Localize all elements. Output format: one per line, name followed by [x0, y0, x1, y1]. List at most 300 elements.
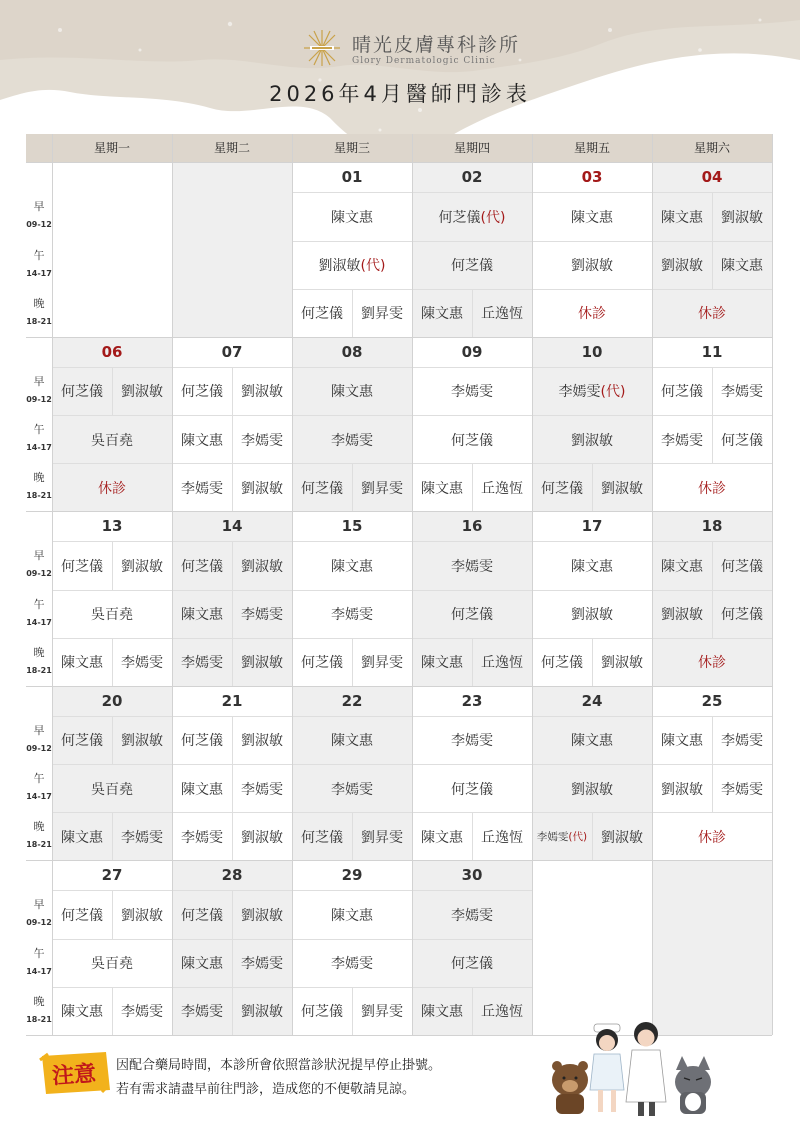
- session-time: 09-12: [26, 394, 52, 404]
- bear-icon: [552, 1061, 588, 1114]
- session-slot: [52, 415, 172, 463]
- day-number: 23: [461, 691, 483, 710]
- doctor-name: 劉淑敏: [241, 558, 283, 575]
- doctor-name: 李嫣雯: [721, 384, 763, 401]
- doctor-name: 劉淑敏: [571, 432, 613, 449]
- session-label: [26, 192, 52, 241]
- doctor-name: 李嫣雯 (代): [536, 831, 588, 843]
- doctor-name: 何芝儀: [451, 781, 493, 798]
- closed-label: 休診: [698, 829, 726, 846]
- session-slot: [172, 987, 292, 1035]
- weekday-label: 星期五: [573, 141, 610, 155]
- session-slot: [652, 716, 772, 765]
- slot-divider: [232, 639, 233, 686]
- session-slot: [172, 590, 292, 638]
- session-slot: [52, 541, 172, 590]
- doctor-name: 何芝儀: [181, 733, 223, 750]
- closed-label: 休診: [698, 306, 726, 322]
- slot-divider: [352, 988, 353, 1035]
- doctor-name: 丘逸恆: [481, 655, 523, 671]
- slot-divider: [352, 290, 353, 337]
- session-slot: [172, 415, 292, 463]
- grid-line: [532, 134, 533, 1035]
- day-number: 07: [221, 342, 243, 361]
- session-name: 晚: [33, 471, 45, 484]
- grid-line: [26, 162, 772, 163]
- session-name: 晚: [33, 645, 45, 659]
- session-time: 14-17: [26, 443, 52, 452]
- session-slot: [652, 541, 772, 590]
- doctor-name: 劉淑敏: [241, 1004, 283, 1020]
- empty-day-cell: [532, 860, 652, 1035]
- session-slot: [52, 939, 172, 987]
- session-slot: [532, 764, 652, 812]
- empty-day-cell: [652, 860, 772, 1035]
- doctor-name: 劉淑敏: [661, 607, 703, 623]
- day-number: 27: [101, 866, 123, 884]
- doctor-name: 何芝儀: [301, 655, 343, 671]
- session-slot: [652, 463, 772, 511]
- session-slot: [292, 415, 412, 463]
- day-cell: [532, 337, 652, 512]
- session-slot: [172, 463, 292, 511]
- session-time: 09-12: [26, 220, 52, 229]
- day-number: 09: [461, 342, 483, 361]
- doctor-name: 何芝儀: [721, 607, 763, 623]
- slot-divider: [472, 813, 473, 860]
- doctor-name: 何芝儀: [181, 907, 223, 924]
- doctor-name: 劉昇雯: [361, 306, 403, 322]
- doctor-name: 劉淑敏: [121, 384, 163, 401]
- session-slot: [652, 289, 772, 337]
- day-number: 30: [461, 866, 483, 884]
- session-slot: [52, 812, 172, 860]
- day-cell: [292, 860, 412, 1035]
- session-slot: [652, 590, 772, 638]
- doctor-name: 陳文惠: [331, 733, 373, 750]
- day-cell: [532, 686, 652, 861]
- doctor-name: 何芝儀: [301, 829, 343, 846]
- session-slot: [412, 367, 532, 416]
- doctor-icon: [626, 1022, 666, 1116]
- session-slot: [412, 812, 532, 860]
- slot-divider: [112, 813, 113, 860]
- day-cell: [52, 860, 172, 1035]
- session-slot: [412, 764, 532, 812]
- doctor-name: 李嫣雯: [241, 432, 283, 449]
- day-number: 13: [101, 517, 123, 535]
- session-time: 18-21: [26, 665, 52, 675]
- session-slot: [52, 764, 172, 812]
- grid-line: [52, 134, 53, 1035]
- day-cell: [652, 511, 772, 686]
- day-number: 25: [701, 691, 723, 710]
- doctor-name: 劉淑敏: [571, 258, 613, 274]
- doctor-name: 何芝儀: [61, 733, 103, 750]
- weekday-label: 星期二: [213, 141, 250, 155]
- doctor-name: 李嫣雯: [661, 432, 703, 449]
- session-slot: [412, 890, 532, 939]
- day-number: 01: [341, 168, 363, 186]
- doctor-name: 陳文惠: [61, 1004, 103, 1020]
- doctor-name: 陳文惠: [571, 558, 613, 575]
- doctor-name: 李嫣雯: [121, 829, 163, 846]
- day-cell: [172, 686, 292, 861]
- grid-line: [652, 134, 653, 1035]
- notice-badge-text: 注意: [51, 1061, 97, 1090]
- session-time: 14-17: [26, 617, 52, 627]
- slot-divider: [232, 368, 233, 416]
- doctor-name: 陳文惠: [421, 829, 463, 846]
- doctor-name: 劉昇雯: [361, 480, 403, 497]
- session-slot: [412, 289, 532, 337]
- day-cell: [412, 162, 532, 337]
- session-label: [26, 764, 52, 812]
- doctor-name: 劉昇雯: [361, 1004, 403, 1020]
- grid-line: [26, 511, 772, 512]
- doctor-name: 丘逸恆: [481, 1004, 523, 1020]
- notice: [36, 1050, 536, 1110]
- doctor-name: 劉淑敏 (代): [292, 242, 412, 289]
- slot-divider: [472, 464, 473, 511]
- session-slot: [412, 987, 532, 1035]
- doctor-name: 陳文惠: [661, 733, 703, 750]
- closed-label: 休診: [698, 480, 726, 497]
- doctor-name: 劉昇雯: [361, 829, 403, 846]
- schedule-table: [26, 134, 772, 1040]
- empty-day-cell: [172, 162, 292, 337]
- slot-divider: [232, 591, 233, 638]
- notice-line-1: 因配合藥局時間，本診所會依照當診狀況提早停止掛號。: [116, 1058, 442, 1073]
- doctor-name: 何芝儀: [721, 432, 763, 449]
- day-cell: [532, 511, 652, 686]
- session-name: 早: [33, 898, 45, 911]
- session-time: 09-12: [26, 569, 52, 578]
- doctor-name: 劉淑敏: [121, 733, 163, 750]
- doctor-name: 劉淑敏: [571, 781, 613, 798]
- day-cell: [652, 686, 772, 861]
- session-slot: [172, 367, 292, 416]
- session-slot: [52, 463, 172, 511]
- day-cell: [292, 511, 412, 686]
- empty-day-cell: [52, 162, 172, 337]
- doctor-name: 劉淑敏: [601, 480, 643, 497]
- session-name: 午: [33, 248, 45, 262]
- session-slot: [172, 939, 292, 987]
- day-cell: [52, 511, 172, 686]
- day-number: 22: [341, 691, 363, 710]
- session-name: 早: [33, 200, 45, 213]
- day-number: 28: [221, 866, 243, 884]
- weekday-label: 星期三: [333, 141, 370, 155]
- session-slot: [292, 716, 412, 765]
- session-slot: [172, 890, 292, 939]
- session-label: [26, 812, 52, 860]
- session-slot: [292, 541, 412, 590]
- day-cell: [172, 337, 292, 512]
- doctor-name: 陳文惠: [721, 258, 763, 274]
- day-cell: [412, 337, 532, 512]
- slot-divider: [112, 891, 113, 939]
- doctor-name: 李嫣雯: [241, 956, 283, 972]
- session-name: 午: [33, 946, 45, 960]
- day-number: 14: [221, 517, 243, 535]
- doctor-name: 李嫣雯: [451, 733, 493, 750]
- nurse-icon: [590, 1024, 624, 1112]
- session-name: 晚: [33, 994, 45, 1008]
- doctor-name: 李嫣雯: [331, 956, 373, 972]
- doctor-name: 劉淑敏: [571, 607, 613, 623]
- weekday-label: 星期六: [693, 141, 730, 155]
- doctor-name: 劉淑敏: [241, 655, 283, 671]
- session-label: [26, 463, 52, 511]
- slot-divider: [592, 813, 593, 860]
- session-slot: [292, 241, 412, 289]
- doctor-name: 劉淑敏: [601, 829, 643, 846]
- day-cell: [292, 686, 412, 861]
- doctor-name: 李嫣雯: [451, 907, 493, 924]
- session-label: [26, 590, 52, 638]
- slot-divider: [472, 988, 473, 1035]
- session-name: 午: [33, 423, 45, 436]
- doctor-name: 李嫣雯: [181, 480, 223, 497]
- session-slot: [652, 192, 772, 241]
- doctor-name: 何芝儀: [61, 384, 103, 401]
- slot-divider: [232, 988, 233, 1035]
- session-slot: [532, 716, 652, 765]
- doctor-name: 陳文惠: [61, 829, 103, 846]
- slot-divider: [712, 368, 713, 416]
- session-name: 晚: [33, 820, 45, 833]
- session-name: 早: [33, 374, 45, 388]
- session-slot: [532, 812, 652, 860]
- doctor-name: 陳文惠: [421, 306, 463, 322]
- session-slot: [652, 367, 772, 416]
- session-name: 午: [33, 597, 45, 611]
- doctor-name: 吳百堯: [91, 781, 133, 798]
- session-label: [26, 987, 52, 1035]
- clinic-name-en: Glory Dermatologic Clinic: [352, 56, 496, 66]
- slot-divider: [232, 891, 233, 939]
- doctor-name: 丘逸恆: [481, 480, 523, 497]
- session-slot: [532, 241, 652, 289]
- doctor-name: 李嫣雯: [451, 384, 493, 401]
- session-time: 18-21: [26, 491, 52, 500]
- session-slot: [52, 638, 172, 686]
- session-time: 18-21: [26, 1014, 52, 1024]
- day-number: 04: [701, 168, 723, 186]
- doctor-name: 陳文惠: [331, 384, 373, 401]
- session-slot: [292, 638, 412, 686]
- doctor-name: 何芝儀: [301, 480, 343, 497]
- mascot-illustration: [548, 1010, 728, 1120]
- clinic-name: 晴光皮膚專科診所: [352, 34, 521, 56]
- day-cell: [292, 162, 412, 337]
- slot-divider: [712, 242, 713, 289]
- doctor-name: 李嫣雯: [181, 829, 223, 846]
- session-time: 14-17: [26, 268, 52, 278]
- slot-divider: [232, 765, 233, 812]
- doctor-name: 何芝儀: [451, 956, 493, 972]
- slot-divider: [712, 591, 713, 638]
- doctor-name: 劉淑敏: [241, 480, 283, 497]
- session-slot: [292, 367, 412, 416]
- session-slot: [292, 987, 412, 1035]
- day-number: 16: [461, 517, 483, 535]
- session-slot: [412, 463, 532, 511]
- grid-line: [292, 134, 293, 1035]
- session-slot: [292, 812, 412, 860]
- day-cell: [412, 860, 532, 1035]
- doctor-name: 何芝儀: [541, 480, 583, 497]
- doctor-name: 李嫣雯: [721, 733, 763, 750]
- doctor-name: 陳文惠: [181, 432, 223, 449]
- doctor-name: 何芝儀: [61, 558, 103, 575]
- doctor-name: 劉淑敏: [661, 258, 703, 274]
- session-slot: [172, 764, 292, 812]
- session-slot: [532, 367, 652, 416]
- doctor-name: 劉淑敏: [601, 655, 643, 671]
- doctor-name: 李嫣雯: [451, 558, 493, 575]
- doctor-name: 劉淑敏: [241, 907, 283, 924]
- doctor-name: 李嫣雯 (代): [532, 368, 652, 416]
- slot-divider: [352, 464, 353, 511]
- slot-divider: [112, 368, 113, 416]
- slot-divider: [592, 464, 593, 511]
- slot-divider: [232, 542, 233, 590]
- doctor-name: 陳文惠: [61, 655, 103, 671]
- day-cell: [172, 860, 292, 1035]
- doctor-name: 李嫣雯: [181, 1004, 223, 1020]
- slot-divider: [232, 940, 233, 987]
- session-slot: [652, 638, 772, 686]
- slot-divider: [112, 988, 113, 1035]
- doctor-name: 何芝儀: [181, 384, 223, 401]
- session-slot: [412, 716, 532, 765]
- slot-divider: [232, 464, 233, 511]
- day-number: 02: [461, 168, 483, 186]
- session-slot: [172, 638, 292, 686]
- page-title: 2026年4月醫師門診表: [269, 82, 531, 106]
- doctor-name: 何芝儀: [301, 1004, 343, 1020]
- slot-divider: [232, 717, 233, 765]
- weekday-label: 星期四: [453, 141, 490, 155]
- doctor-name: 何芝儀: [301, 306, 343, 322]
- doctor-name: 何芝儀: [451, 432, 493, 449]
- session-slot: [532, 638, 652, 686]
- doctor-name: 吳百堯: [91, 607, 133, 623]
- session-time: 14-17: [26, 966, 52, 976]
- clinic-logo: [300, 26, 540, 70]
- slot-divider: [712, 717, 713, 765]
- slot-divider: [472, 290, 473, 337]
- session-slot: [292, 939, 412, 987]
- day-number: 21: [221, 691, 243, 710]
- day-cell: [652, 162, 772, 337]
- doctor-name: 陳文惠: [331, 209, 373, 226]
- doctor-name: 何芝儀: [541, 655, 583, 671]
- session-slot: [172, 812, 292, 860]
- session-slot: [172, 541, 292, 590]
- doctor-name: 李嫣雯: [121, 655, 163, 671]
- substitute-mark: (代): [568, 831, 588, 843]
- session-slot: [532, 289, 652, 337]
- session-label: [26, 939, 52, 987]
- session-slot: [412, 192, 532, 241]
- session-label: [26, 367, 52, 416]
- session-label: [26, 716, 52, 765]
- session-time: 09-12: [26, 743, 52, 753]
- substitute-mark: (代): [360, 258, 386, 274]
- grid-line: [26, 686, 772, 687]
- day-cell: [652, 337, 772, 512]
- doctor-name: 劉淑敏: [721, 209, 763, 226]
- doctor-name: 吳百堯: [91, 956, 133, 972]
- doctor-name: 何芝儀: [661, 384, 703, 401]
- day-cell: [172, 511, 292, 686]
- doctor-name: 何芝儀: [451, 607, 493, 623]
- day-cell: [532, 162, 652, 337]
- session-slot: [532, 192, 652, 241]
- session-slot: [652, 764, 772, 812]
- slot-divider: [352, 813, 353, 860]
- doctor-name: 劉淑敏: [241, 829, 283, 846]
- session-name: 晚: [33, 296, 45, 310]
- session-label: [26, 890, 52, 939]
- day-cell: [52, 337, 172, 512]
- substitute-mark: (代): [480, 209, 506, 226]
- session-time: 14-17: [26, 792, 52, 801]
- slot-divider: [112, 639, 113, 686]
- doctor-name: 陳文惠: [421, 1004, 463, 1020]
- doctor-name: 何芝儀: [181, 558, 223, 575]
- session-slot: [652, 812, 772, 860]
- session-slot: [532, 541, 652, 590]
- slot-divider: [232, 813, 233, 860]
- session-slot: [652, 241, 772, 289]
- doctor-name: 李嫣雯: [241, 781, 283, 798]
- slot-divider: [112, 542, 113, 590]
- slot-divider: [712, 765, 713, 812]
- doctor-name: 何芝儀: [721, 558, 763, 575]
- day-cell: [412, 511, 532, 686]
- doctor-name: 陳文惠: [421, 480, 463, 497]
- session-slot: [52, 890, 172, 939]
- day-number: 20: [101, 691, 123, 710]
- sun-icon: [300, 26, 344, 70]
- day-number: 24: [581, 691, 603, 710]
- substitute-mark: (代): [600, 384, 626, 401]
- session-slot: [412, 241, 532, 289]
- doctor-name: 陳文惠: [571, 733, 613, 750]
- session-slot: [292, 890, 412, 939]
- day-number: 08: [341, 342, 363, 361]
- slot-divider: [352, 639, 353, 686]
- doctor-name: 陳文惠: [181, 956, 223, 972]
- day-number: 29: [341, 866, 363, 884]
- session-slot: [412, 590, 532, 638]
- doctor-name: 劉淑敏: [241, 384, 283, 401]
- doctor-name: 陳文惠: [421, 655, 463, 671]
- doctor-name: 李嫣雯: [331, 432, 373, 449]
- session-slot: [412, 415, 532, 463]
- day-cell: [52, 686, 172, 861]
- day-number: 03: [581, 168, 603, 186]
- session-label: [26, 638, 52, 686]
- doctor-name: 李嫣雯: [721, 781, 763, 798]
- doctor-name: 丘逸恆: [481, 306, 523, 322]
- doctor-name: 劉淑敏: [241, 733, 283, 750]
